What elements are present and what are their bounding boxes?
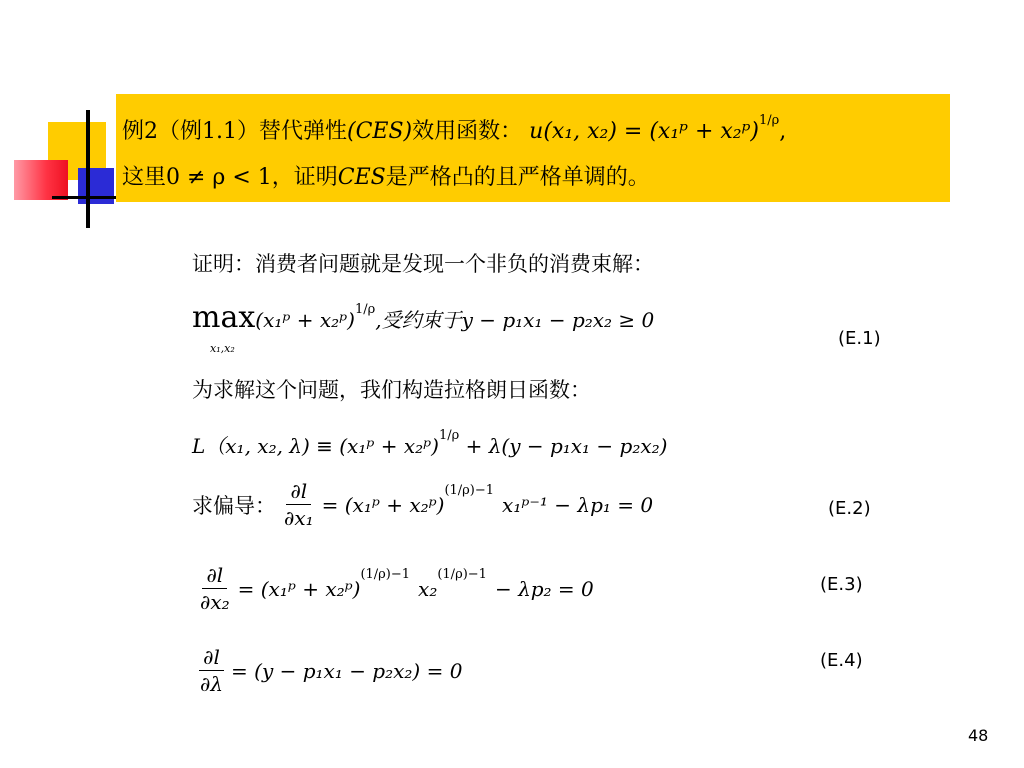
e4-denominator: ∂λ xyxy=(200,672,224,696)
decor-red-square xyxy=(14,160,68,200)
equation-tag-e3: (E.3) xyxy=(820,574,863,595)
page-number: 48 xyxy=(968,726,989,745)
e2-body: = (x₁ᵖ + x₂ᵖ) xyxy=(321,492,445,517)
max-objective: (x₁ᵖ + x₂ᵖ) xyxy=(255,308,355,332)
e4-fraction xyxy=(196,644,227,697)
e3-fraction xyxy=(196,562,234,615)
equation-tag-e1: (E.1) xyxy=(838,328,881,349)
banner-line-2 xyxy=(122,154,950,200)
derivative-label: 求偏导： xyxy=(192,493,276,518)
banner-ces: (CES) xyxy=(347,119,413,144)
e3-x2: x₂ xyxy=(418,576,438,601)
banner-claim: 是严格凸的且严格单调的。 xyxy=(385,165,650,190)
banner-formula-exponent: 1/ρ xyxy=(759,113,780,128)
equation-e3 xyxy=(192,562,594,615)
decor-horizontal-line xyxy=(52,196,116,199)
problem-banner xyxy=(116,94,950,202)
e3-rest: − λp₂ = 0 xyxy=(494,576,594,601)
equation-e2 xyxy=(192,478,653,531)
e4-numerator: ∂l xyxy=(199,644,224,671)
banner-condition: 这里0 ≠ ρ < 1，证明 xyxy=(122,165,338,190)
e3-exponent: (1/ρ)−1 xyxy=(360,567,411,582)
e2-numerator: ∂l xyxy=(286,478,311,505)
e2-denominator: ∂x₁ xyxy=(284,506,314,530)
banner-example-label: 例2（例1.1）替代弹性 xyxy=(122,119,347,144)
decor-vertical-line xyxy=(86,110,90,228)
banner-utility-label: 效用函数： xyxy=(412,119,523,144)
lagrange-exponent: 1/ρ xyxy=(438,428,460,443)
equation-e4 xyxy=(192,644,462,697)
lagrange-lhs: L（x₁, x₂, λ) ≡ (x₁ᵖ + x₂ᵖ) xyxy=(192,434,439,458)
lagrange-rhs: + λ(y − p₁x₁ − p₂x₂) xyxy=(465,434,668,458)
proof-intro: 证明：消费者问题就是发现一个非负的消费束解： xyxy=(192,252,654,276)
e2-exponent: (1/ρ)−1 xyxy=(444,483,495,498)
e3-denominator: ∂x₂ xyxy=(200,590,230,614)
banner-utility-formula: u(x₁, x₂) = (x₁ᵖ + x₂ᵖ) xyxy=(529,119,759,144)
max-operator: max xyxy=(192,300,256,335)
max-problem xyxy=(192,300,654,335)
banner-comma: , xyxy=(779,119,787,144)
e3-body: = (x₁ᵖ + x₂ᵖ) xyxy=(237,576,361,601)
e2-fraction xyxy=(280,478,318,531)
e2-rest: x₁ᵖ⁻¹ − λp₁ = 0 xyxy=(502,492,654,517)
banner-line-1 xyxy=(122,108,950,154)
equation-tag-e4: (E.4) xyxy=(820,650,863,671)
e3-numerator: ∂l xyxy=(202,562,227,589)
banner-ces-2: CES xyxy=(337,165,386,190)
equation-tag-e2: (E.2) xyxy=(828,498,871,519)
max-constraint: ,受约束于y − p₁x₁ − p₂x₂ ≥ 0 xyxy=(375,308,655,332)
e4-body: = (y − p₁x₁ − p₂x₂) = 0 xyxy=(231,658,463,683)
max-subscript: x₁,x₂ xyxy=(210,342,235,355)
max-exponent: 1/ρ xyxy=(354,302,376,317)
lagrange-function xyxy=(192,430,667,459)
lagrange-intro: 为求解这个问题，我们构造拉格朗日函数： xyxy=(192,378,591,402)
e3-exponent-2: (1/ρ)−1 xyxy=(437,567,487,582)
